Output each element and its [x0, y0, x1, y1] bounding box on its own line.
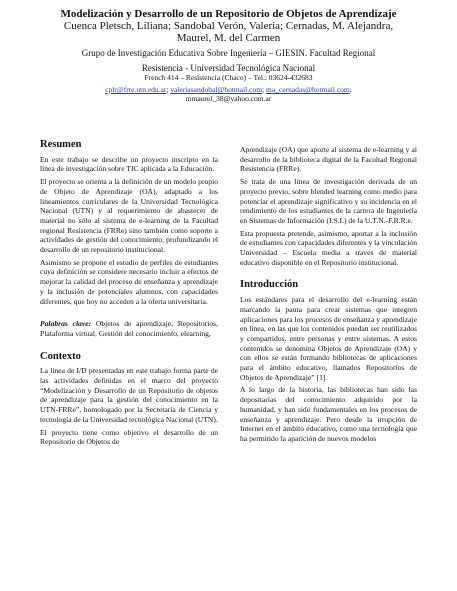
email-text: mmaurel_38@yahoo.com.ar — [185, 94, 272, 103]
right-column — [240, 145, 417, 447]
authors-line-1: Cuenca Pletsch, Liliana; Sandobal Verón, Valeria; Cernadas, M. Alejandra, — [63, 20, 394, 32]
postal-address: French 414 – Resistencia (Chaco) – Tel.: 03624-432683 — [144, 73, 313, 82]
contexto-paragraph: La línea de I/D presentadas en este trabajo forma parte de las actividades definidas en el marco del proyecto “Modelización y Desarrollo de un Repositorio de objetos de aprendizaje para la gestión del conocimiento en la UTN-FRRe”, homologado por la Secretaría de Ciencia y tecnología de la Universidad tecnológica Nacional (UTN). — [40, 366, 218, 424]
email-list: cplr@frre.utn.edu.ar; valeriasandobal@hotmail.com; ma_cernadas@hotmail.com; mmaurel_38@yahoo.com.ar — [105, 85, 352, 103]
section-heading-introduccion: Introducción — [240, 279, 299, 291]
email-link[interactable]: cplr@frre.utn.edu.ar — [105, 85, 167, 94]
keywords-text: Objetos de aprendizaje, Repositorios, Plataforma virtual, Gestión del conocimiento, elearning, — [40, 319, 218, 338]
resumen-paragraph: El proyecto se orienta a la definición de un modelo propio de Objeto de Aprendizaje (OA), adaptado a los lineamientos curriculares de la Universidad Tecnológica Nacional (UTN) y al requerimiento de abastecer de material no sólo al sistema de e-learning de la Facultad regional Resistencia (FRRe) sino también como soporte a actividades de gestión del conocimiento, profundizando el desarrollo de un repositorio institucional. — [40, 177, 218, 255]
email-link[interactable]: valeriasandobal@hotmail.com — [170, 85, 263, 94]
email-link[interactable]: ma_cernadas@hotmail.com — [266, 85, 350, 94]
contexto-paragraph: El proyecto tiene como objetivo el desarrollo de un Repositorio de Objetos de — [40, 427, 218, 447]
paper-title: Modelización y Desarrollo de un Repositorio de Objetos de Aprendizaje — [60, 8, 397, 20]
body-paragraph: Se trata de una línea de investigación derivada de un proyecto previo, sobre blended learning como medio para potenciar el aprendizaje significativo y su incidencia en el rendimiento de los estudiantes de la carrera de Ingeniería en Sistemas de Información (I.S.I.) de la U.T.N.-F.R.R.e. — [240, 177, 417, 225]
section-heading-resumen: Resumen — [40, 139, 82, 150]
left-column — [40, 140, 218, 450]
keywords-label: Palabras clave: — [40, 319, 92, 329]
intro-paragraph: Los estándares para el desarrollo del e-learning están marcando la pauta para crear sistemas que integren aplicaciones para los procesos de enseñanza y aprendizaje en línea, en las que los contenidos puedan ser reutilizados y compartidos, entre personas y entre sistemas. A estos contenidos se denomina Objetos de Aprendizaje (OA) y con ellos se están formando bibliotecas de aplicaciones para el ámbito educativo, llamados Repositorios de Objetos de Aprendizaje” [1]. — [240, 295, 417, 382]
affiliation-line-2: Resistencia - Universidad Tecnológica Nacional — [141, 62, 316, 73]
paper-header — [0, 0, 457, 103]
body-paragraph: Esta propuesta pretende, asimismo, aportar a la inclusión de estudiantes con capacidades diferentes y la vinculación Universidad – Escuela media a traves de material educativo disponible en el Repositorio institucional. — [240, 228, 417, 267]
keywords — [40, 319, 218, 338]
authors-line-2: Maurel, M. del Carmen — [176, 32, 281, 44]
affiliation-line-1: Grupo de Investigación Educativa Sobre Ingeniería – GIESIN. Facultad Regional — [81, 48, 376, 58]
intro-paragraph: A lo largo de la historia, las bibliotecas han sido las depositarias del conocimiento adquirido por la humanidad, y han sido fundamentales en los procesos de enseñanza y aprendizaje. Pero desde la irrupción de Internet en el ámbito educativo, como una tecnología que ha permitido la aparición de nuevos modelos — [240, 385, 417, 443]
section-heading-contexto: Contexto — [40, 350, 81, 362]
resumen-paragraph: En este trabajo se describe un proyecto inscripto en la línea de investigación sobre TIC aplicada a la Educación. — [40, 154, 218, 174]
resumen-paragraph: Asimismo se propone el estudio de perfiles de estudiantes cuya definición se considere necesario incluir a efectos de mejorar la calidad del proceso de enseñanza y aprendizaje y la inclusión de potenciales alumnos, con capacidades diferentes, que hoy no acceden a la oferta universitaria. — [40, 257, 218, 306]
body-paragraph: Aprendizaje (OA) que aporte al sistema de e-learning y al desarrollo de la biblioteca digital de la Facultad Regional Resistencia (FRRe). — [240, 145, 417, 174]
